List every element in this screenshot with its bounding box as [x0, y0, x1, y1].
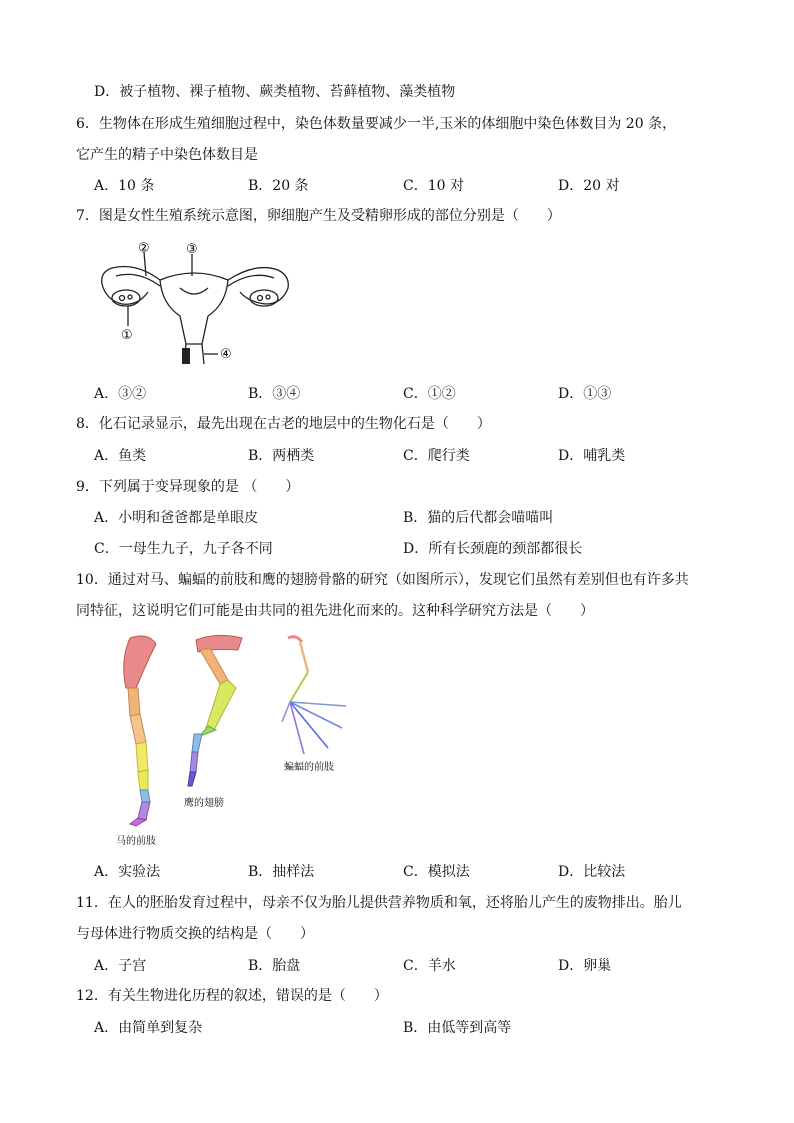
- q8-option-a: A．鱼类: [94, 448, 147, 464]
- q12-option-a: A．由简单到复杂: [94, 1020, 203, 1036]
- eagle-wing: [188, 635, 242, 786]
- q9-stem: 9．下列属于变异现象的是 （ ）: [76, 479, 300, 495]
- q8-option-d: D．哺乳类: [558, 448, 626, 464]
- label-2: ②: [138, 241, 150, 256]
- q7-stem: 7．图是女性生殖系统示意图，卵细胞产生及受精卵形成的部位分别是（ ）: [76, 208, 561, 224]
- label-4: ④: [220, 347, 232, 362]
- q11-option-c: C．羊水: [403, 958, 456, 974]
- q8-stem: 8．化石记录显示，最先出现在古老的地层中的生物化石是（ ）: [76, 416, 491, 432]
- q10-option-b: B．抽样法: [248, 864, 315, 880]
- q7-option-b: B．③④: [248, 386, 301, 402]
- q12-option-b: B．由低等到高等: [403, 1020, 512, 1036]
- caption-eagle: 鹰的翅膀: [184, 798, 224, 809]
- q9-option-a: A．小明和爸爸都是单眼皮: [94, 510, 259, 526]
- q9-option-d: D．所有长颈鹿的颈部都很长: [403, 541, 583, 557]
- caption-horse: 马的前肢: [116, 836, 156, 847]
- q8-option-c: C．爬行类: [403, 448, 470, 464]
- female-reproductive-system-diagram: [96, 240, 296, 370]
- q6-option-b: B．20 条: [248, 178, 309, 194]
- q6-option-a: A．10 条: [94, 178, 155, 194]
- q6-stem-line2: 它产生的精子中染色体数目是: [76, 147, 258, 163]
- label-3: ③: [186, 242, 198, 257]
- bat-forelimb: [282, 637, 346, 754]
- q7-option-d: D．①③: [558, 386, 612, 402]
- q6-option-c: C．10 对: [403, 178, 464, 194]
- q11-option-a: A．子宫: [94, 958, 147, 974]
- q11-option-d: D．卵巢: [558, 958, 612, 974]
- q12-stem: 12．有关生物进化历程的叙述，错误的是（ ）: [76, 988, 388, 1004]
- q5-option-d: D．被子植物、裸子植物、蕨类植物、苔藓植物、藻类植物: [94, 84, 456, 100]
- q6-stem-line1: 6．生物体在形成生殖细胞过程中，染色体数量要减少一半,玉米的体细胞中染色体数目为 20 条，: [76, 116, 677, 132]
- q9-option-b: B．猫的后代都会喵喵叫: [403, 510, 554, 526]
- q7-option-a: A．③②: [94, 386, 147, 402]
- q11-option-b: B．胎盘: [248, 958, 301, 974]
- q6-option-d: D．20 对: [558, 178, 620, 194]
- q11-stem-line2: 与母体进行物质交换的结构是（ ）: [76, 926, 314, 942]
- horse-forelimb: [124, 636, 156, 826]
- q9-option-c: C．一母生九子，九子各不同: [94, 541, 273, 557]
- q10-stem-line1: 10．通过对马、蝙蝠的前肢和鹰的翅膀骨骼的研究（如图所示），发现它们虽然有差别但也有许多共: [76, 572, 689, 588]
- q10-option-a: A．实验法: [94, 864, 161, 880]
- q10-option-d: D．比较法: [558, 864, 626, 880]
- q7-option-c: C．①②: [403, 386, 456, 402]
- q11-stem-line1: 11．在人的胚胎发育过程中，母亲不仅为胎儿提供营养物质和氧，还将胎儿产生的废物排出。胎儿: [76, 895, 682, 911]
- q8-option-b: B．两栖类: [248, 448, 315, 464]
- forelimb-bones-figure: [96, 630, 366, 855]
- label-1: ①: [121, 328, 133, 343]
- caption-bat: 蝙蝠的前肢: [284, 762, 334, 773]
- q10-stem-line2: 同特征，这说明它们可能是由共同的祖先进化而来的。这种科学研究方法是（ ）: [76, 603, 594, 619]
- q10-option-c: C．模拟法: [403, 864, 470, 880]
